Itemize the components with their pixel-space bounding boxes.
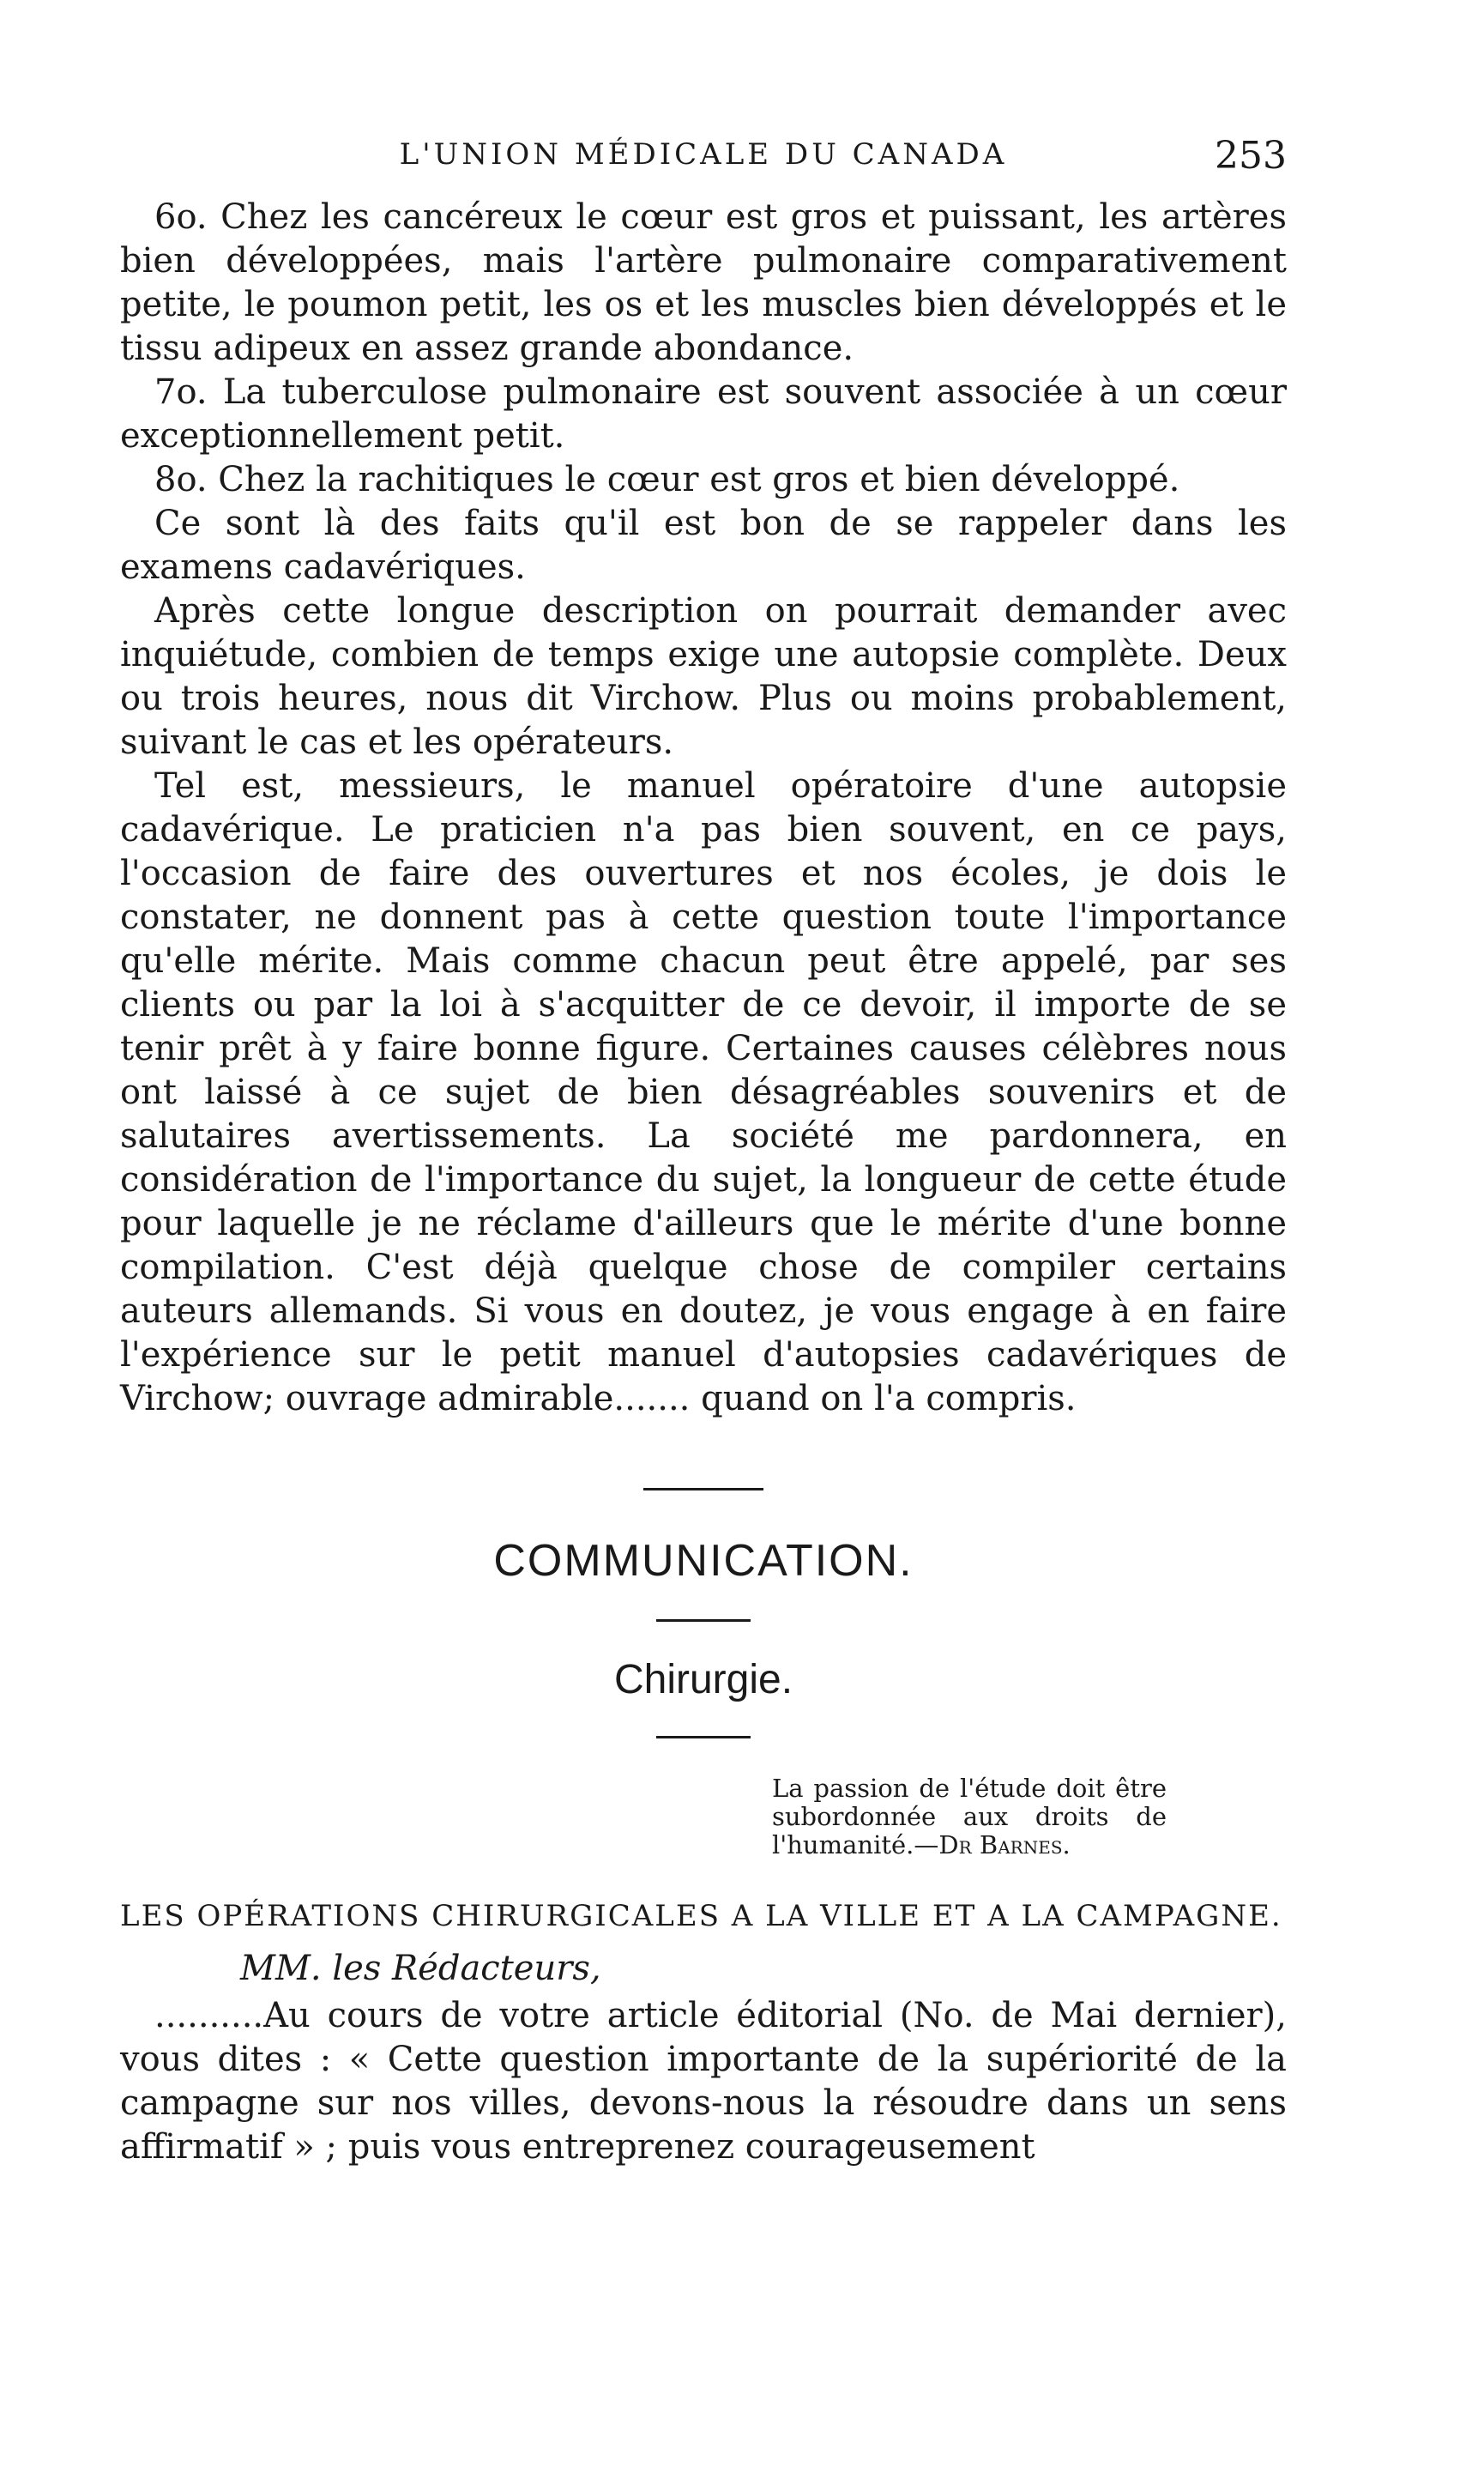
paragraph-reminder: Ce sont là des faits qu'il est bon de se rappeler dans les examens cadavériques. — [120, 504, 1287, 587]
epigraph — [772, 1775, 1167, 1859]
letter-body: ..........Au cours de votre article éditorial (No. de Mai dernier), vous dites : « Cette question importante de la supériorité de la campagne sur nos villes, devons-nous la résoudre dans un sens affirmatif » ; puis vous entreprenez courageusement — [120, 1996, 1287, 2167]
paragraph-conclusion: Tel est, messieurs, le manuel opératoire d'une autopsie cadavérique. Le praticien n'a pas bien souvent, en ce pays, l'occasion de faire des ouvertures et nos écoles, je dois le constater, ne donnent pas à cette question toute l'importance qu'elle mérite. Mais comme chacun peut être appelé, par ses clients ou par la loi à s'acquitter de ce devoir, il importe de se tenir prêt à y faire bonne figure. Certaines causes célèbres nous ont laissé à ce sujet de bien désagréables souvenirs et de salutaires avertissements. La société me pardonnera, en considération de l'importance du sujet, la longueur de cette étude pour laquelle je ne réclame d'ailleurs que le mérite d'une bonne compilation. C'est déjà quelque chose de compiler certains auteurs allemands. Si vous en doutez, je vous engage à en faire l'expérience sur le petit manuel d'autopsies cadavériques de Virchow; ouvrage admirable....... quand on l'a compris. — [120, 766, 1287, 1418]
epigraph-author: Dr Barnes. — [938, 1830, 1071, 1859]
document-page — [120, 129, 1287, 2169]
section-title: COMMUNICATION. — [493, 1536, 914, 1586]
divider-rule — [656, 1736, 751, 1738]
paragraph-7: 7o. La tuberculose pulmonaire est souvent associée à un cœur exceptionnellement petit. — [120, 372, 1287, 456]
paragraph-duration: Après cette longue description on pourrait demander avec inquiétude, combien de temps exige une autopsie complète. Deux ou trois heures, nous dit Virchow. Plus ou moins probablement, suivant le cas et les opérateurs. — [120, 591, 1287, 762]
divider-rule — [656, 1619, 751, 1622]
page-number: 253 — [1215, 134, 1287, 178]
divider-rule — [643, 1488, 763, 1490]
paragraph-8: 8o. Chez la rachitiques le cœur est gros et bien développé. — [154, 460, 1180, 499]
running-header — [120, 129, 1287, 180]
paragraph-6: 6o. Chez les cancéreux le cœur est gros et puissant, les artères bien développées, mais l'artère pulmonaire comparativement petite, le poumon petit, les os et les muscles bien développés et le tissu adipeux en assez grande abondance. — [120, 197, 1287, 368]
letter-salutation: MM. les Rédacteurs, — [240, 1949, 601, 1988]
epigraph-text: La passion de l'étude doit être subordonnée aux droits de l'humanité.— — [772, 1774, 1167, 1859]
article-heading: LES OPÉRATIONS CHIRURGICALES A LA VILLE ET A LA CAMPAGNE. — [120, 1899, 1282, 1933]
journal-title: L'UNION MÉDICALE DU CANADA — [399, 137, 1008, 172]
section-subtitle: Chirurgie. — [613, 1657, 793, 1702]
